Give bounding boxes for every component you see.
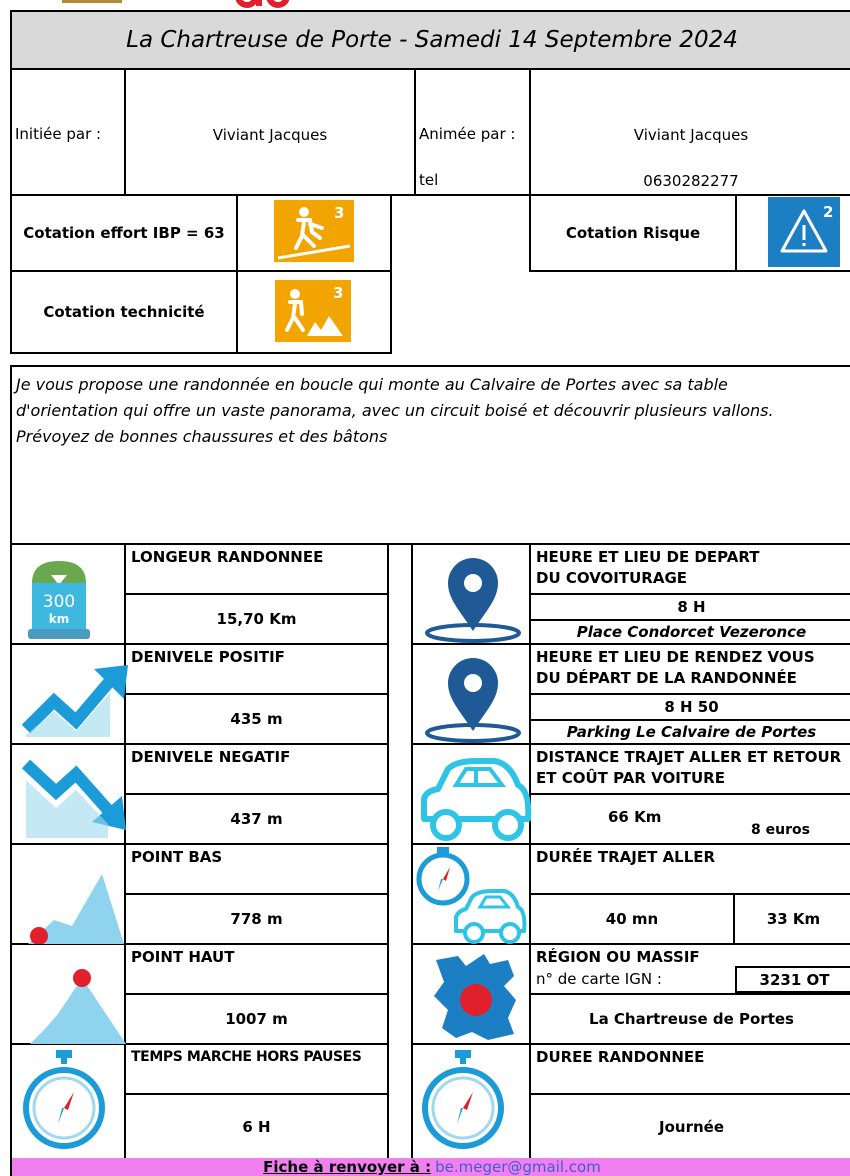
carte-label: n° de carte IGN : xyxy=(536,970,662,988)
duree-rando-label: DUREE RANDONNEE xyxy=(536,1048,705,1066)
trend-down-icon xyxy=(20,750,135,838)
cotation-risque-label: Cotation Risque xyxy=(565,224,701,242)
svg-text:km: km xyxy=(48,612,70,626)
rdv-heure: 8 H 50 xyxy=(664,697,719,716)
svg-text:2: 2 xyxy=(823,203,834,221)
duree-rando-value: Journée xyxy=(659,1117,724,1136)
description-line: d'orientation qui offre un vaste panorama, avec un circuit boisé et découvrir plusieurs vallons. xyxy=(16,401,774,420)
cotation-technicite-label: Cotation technicité xyxy=(43,303,205,321)
description-line: Prévoyez de bonnes chaussures et des bâtons xyxy=(16,427,388,446)
longueur-value: 15,70 Km xyxy=(216,610,297,628)
description-text xyxy=(16,372,846,450)
distance-marker-icon xyxy=(24,553,94,641)
stopwatch-icon xyxy=(421,1048,505,1154)
warning-icon xyxy=(768,197,840,267)
longueur-label: LONGEUR RANDONNEE xyxy=(131,548,324,566)
rdv-label: HEURE ET LIEU DE RENDEZ VOUS DU DÉPART DE LA RANDONNÉE xyxy=(536,648,815,687)
duree-trajet-label: DURÉE TRAJET ALLER xyxy=(536,848,716,866)
point-bas-label: POINT BAS xyxy=(131,848,223,866)
d-neg-label: DENIVELE NEGATIF xyxy=(131,748,291,766)
point-bas-value: 778 m xyxy=(230,910,283,928)
cotation-effort-label: Cotation effort IBP = 63 xyxy=(23,224,225,242)
brand-logo-fragment xyxy=(60,0,290,10)
depart-heure: 8 H xyxy=(677,597,706,616)
tel-value: 0630282277 xyxy=(643,172,739,190)
rdv-lieu: Parking Le Calvaire de Portes xyxy=(566,722,817,741)
animee-value: Viviant Jacques xyxy=(633,126,749,144)
distance-label: DISTANCE TRAJET ALLER ET RETOUR ET COÛT PAR VOITURE xyxy=(536,748,842,787)
location-pin-icon xyxy=(420,655,526,743)
point-haut-label: POINT HAUT xyxy=(131,948,235,966)
footer-bar xyxy=(10,1158,850,1176)
car-icon xyxy=(416,755,534,845)
temps-label: TEMPS MARCHE HORS PAUSES xyxy=(131,1049,362,1065)
description-line: Je vous propose une randonnée en boucle qui monte au Calvaire de Portes avec sa table xyxy=(16,375,728,394)
hiking-technicite-icon xyxy=(275,280,351,342)
duree-trajet-value: 40 mn xyxy=(605,910,659,928)
depart-lieu: Place Condorcet Vezeronce xyxy=(576,622,807,641)
carte-value: 3231 OT xyxy=(735,966,850,993)
svg-text:3: 3 xyxy=(334,204,345,222)
region-map-icon xyxy=(428,946,524,1042)
hiking-effort-icon xyxy=(274,200,354,262)
d-pos-value: 435 m xyxy=(230,710,283,728)
location-pin-icon xyxy=(420,555,526,643)
d-neg-value: 437 m xyxy=(230,810,283,828)
distance-value: 66 Km xyxy=(608,808,662,826)
region-label: RÉGION OU MASSIF xyxy=(536,948,700,966)
initiee-value: Viviant Jacques xyxy=(212,126,328,144)
d-pos-label: DENIVELE POSITIF xyxy=(131,648,285,666)
cout-value: 8 euros xyxy=(751,822,810,838)
tel-label: tel xyxy=(419,171,439,189)
svg-text:300: 300 xyxy=(42,592,76,612)
trend-up-icon xyxy=(20,657,135,737)
stopwatch-icon xyxy=(22,1048,106,1154)
svg-text:3: 3 xyxy=(333,284,344,302)
footer-label: Fiche à renvoyer à : xyxy=(263,1158,432,1176)
mountain-low-icon xyxy=(24,868,124,944)
footer-email-link[interactable]: be.meger@gmail.com xyxy=(435,1158,601,1176)
mountain-high-icon xyxy=(30,958,126,1044)
duree-trajet-km: 33 Km xyxy=(766,910,821,928)
point-haut-value: 1007 m xyxy=(225,1010,288,1028)
initiee-label: Initiée par : xyxy=(15,125,102,143)
depart-label: HEURE ET LIEU DE DEPART DU COVOITURAGE xyxy=(536,548,760,587)
region-value: La Chartreuse de Portes xyxy=(589,1010,794,1028)
page-title: La Chartreuse de Porte - Samedi 14 Septembre 2024 xyxy=(10,10,850,70)
stopwatch-car-icon xyxy=(412,845,532,945)
animee-label: Animée par : xyxy=(419,125,516,143)
temps-value: 6 H xyxy=(242,1117,271,1136)
